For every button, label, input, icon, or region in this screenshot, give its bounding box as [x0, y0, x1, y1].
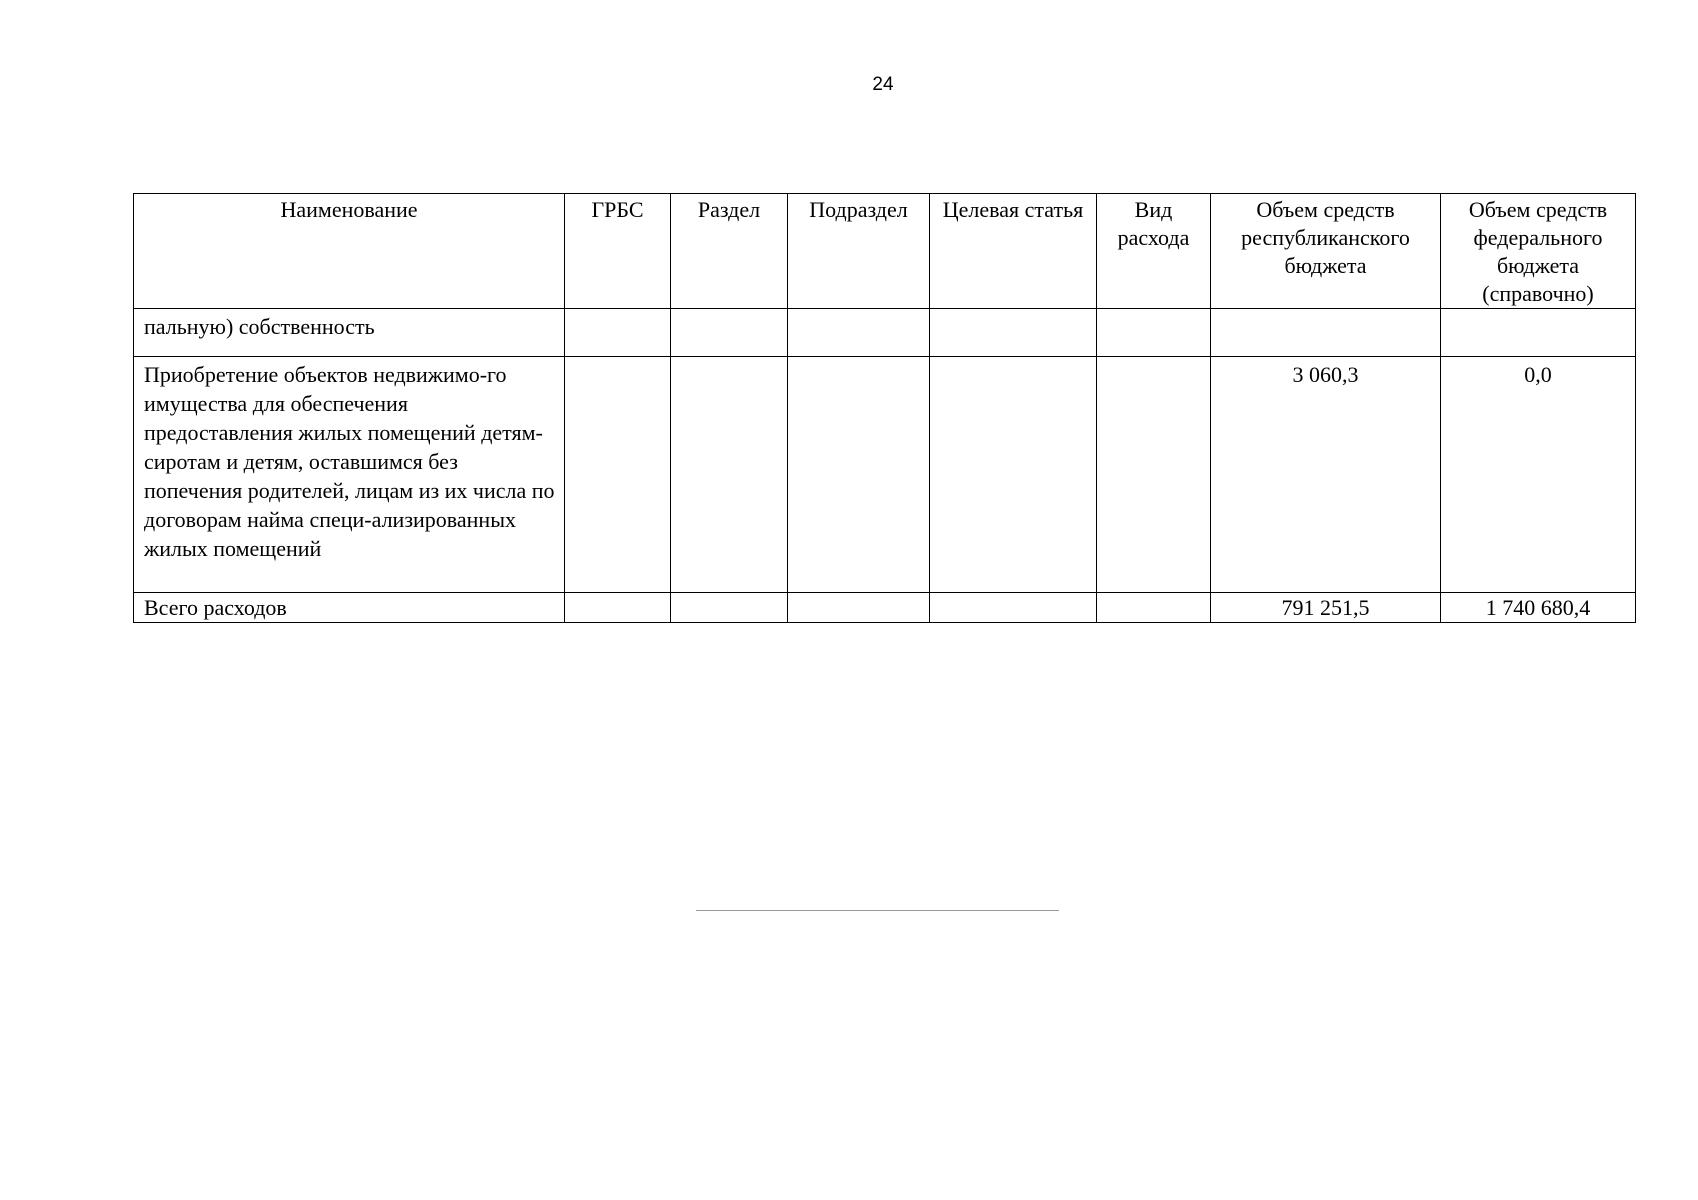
cell-target-article: [930, 593, 1097, 623]
header-section: Раздел: [671, 194, 788, 309]
cell-republican-budget: 3 060,3: [1211, 357, 1441, 593]
header-expense-type: Вид расхода: [1097, 194, 1211, 309]
cell-section: [671, 357, 788, 593]
cell-section: [671, 309, 788, 357]
table-row: [134, 309, 1636, 357]
table-row: [134, 357, 1636, 593]
cell-subsection: [788, 309, 930, 357]
cell-expense-type: [1097, 309, 1211, 357]
cell-federal-budget: 1 740 680,4: [1441, 593, 1636, 623]
cell-subsection: [788, 357, 930, 593]
cell-federal-budget: [1441, 309, 1636, 357]
cell-name: пальную) собственность: [134, 309, 565, 357]
header-republican-budget: Объем средств республиканского бюджета: [1211, 194, 1441, 309]
page-number: 24: [872, 74, 894, 95]
cell-expense-type: [1097, 593, 1211, 623]
header-target-article: Целевая статья: [930, 194, 1097, 309]
cell-expense-type: [1097, 357, 1211, 593]
cell-republican-budget: 791 251,5: [1211, 593, 1441, 623]
cell-target-article: [930, 309, 1097, 357]
header-federal-budget: Объем средств федерального бюджета (справочно): [1441, 194, 1636, 309]
header-grbs: ГРБС: [565, 194, 671, 309]
cell-grbs: [565, 357, 671, 593]
cell-subsection: [788, 593, 930, 623]
header-name: Наименование: [134, 194, 565, 309]
cell-grbs: [565, 593, 671, 623]
budget-table: [133, 193, 1636, 623]
header-subsection: Подраздел: [788, 194, 930, 309]
cell-target-article: [930, 357, 1097, 593]
table-row-total: [134, 593, 1636, 623]
cell-name: Всего расходов: [134, 593, 565, 623]
cell-federal-budget: 0,0: [1441, 357, 1636, 593]
footer-divider: [696, 910, 1059, 911]
cell-section: [671, 593, 788, 623]
cell-republican-budget: [1211, 309, 1441, 357]
cell-name: Приобретение объектов недвижимо-го имущества для обеспечения предоставления жилых помещений детям-сиротам и детям, оставшимся без попечения родителей, лицам из их числа по договорам найма специ-ализированных жилых помещений: [134, 357, 565, 593]
table-header-row: [134, 194, 1636, 309]
cell-grbs: [565, 309, 671, 357]
